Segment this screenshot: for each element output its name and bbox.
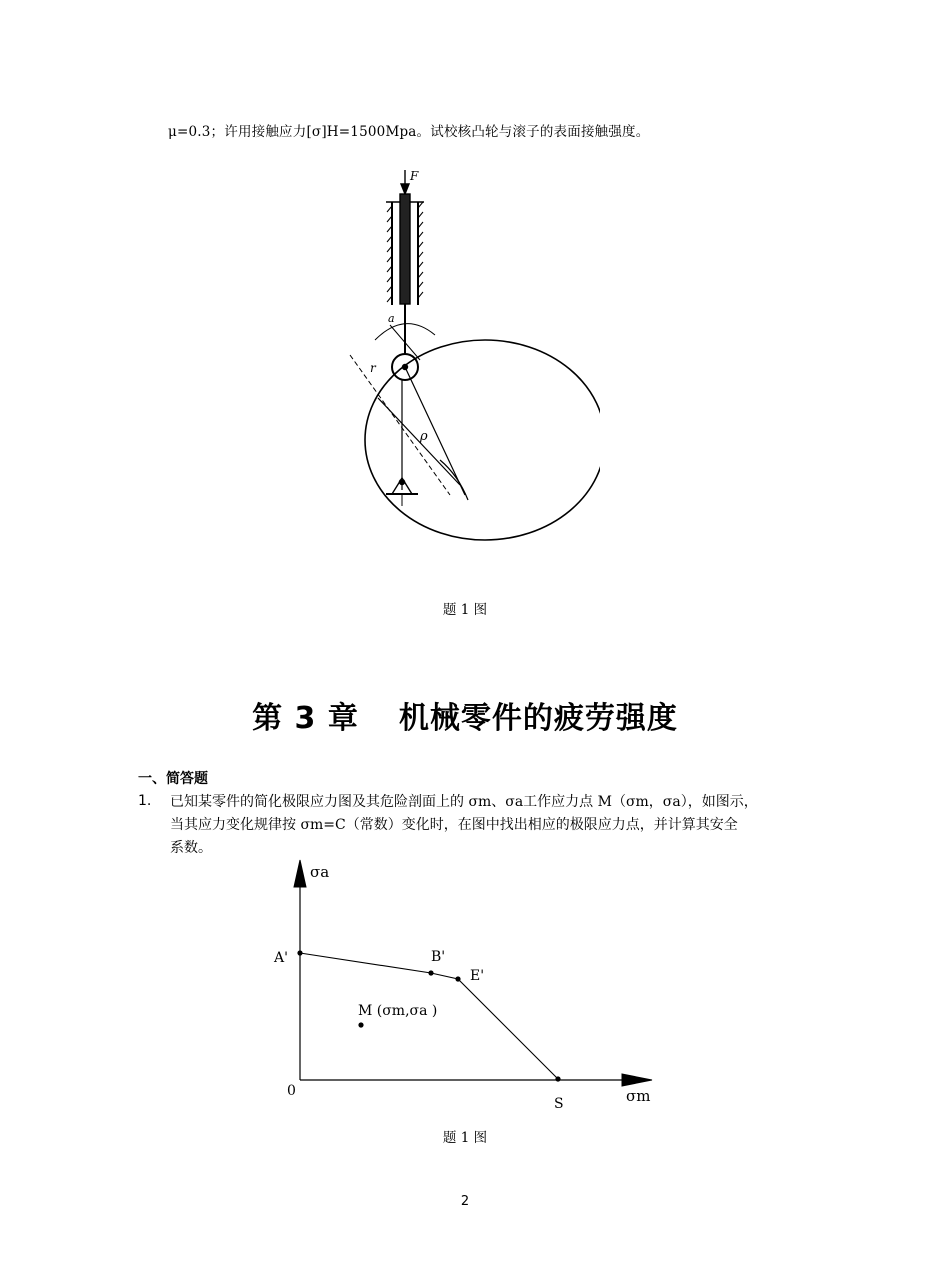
x-axis-label: σm [626, 1087, 651, 1105]
force-label: F [410, 169, 419, 183]
figure2-caption: 题 1 图 [442, 1130, 488, 1146]
radius-label: r [370, 361, 376, 375]
point-a-marker [297, 950, 302, 955]
question-number: 1. [138, 793, 152, 809]
origin-label: 0 [287, 1083, 296, 1099]
point-e-marker [455, 976, 460, 981]
page-number: 2 [460, 1194, 470, 1209]
y-axis-arrow-icon [294, 860, 306, 887]
point-b-marker [428, 970, 433, 975]
x-axis-arrow-icon [622, 1074, 652, 1086]
intro-text: μ=0.3；许用接触应力[σ]H=1500Mpa。试校核凸轮与滚子的表面接触强度。 [168, 124, 650, 140]
question-line-2: 当其应力变化规律按 σm=C（常数）变化时，在图中找出相应的极限应力点，并计算其安全 [170, 817, 738, 833]
point-b-label: B' [431, 949, 446, 965]
figure1-caption: 题 1 图 [442, 602, 488, 618]
chapter-title [0, 693, 930, 737]
chapter-name: 机械零件的疲劳强度 [398, 701, 678, 736]
point-e-label: E' [470, 968, 485, 984]
point-m-label: M (σm,σa ) [358, 1003, 438, 1019]
angle-label: a [388, 312, 395, 325]
y-axis-label: σa [310, 863, 330, 881]
question-line-1: 已知某零件的简化极限应力图及其危险剖面上的 σm、σa工作应力点 M（σm，σa），如图示， [170, 794, 758, 810]
section-heading: 一、简答题 [138, 771, 208, 787]
chapter-number: 第 3 章 [252, 701, 359, 736]
cam-follower-figure [330, 160, 600, 570]
limit-stress-diagram [260, 855, 670, 1115]
point-s-label: S [554, 1096, 564, 1112]
question-line-3: 系数。 [170, 840, 212, 856]
force-arrow-icon [401, 184, 409, 194]
rho-label: ρ [420, 429, 428, 444]
point-m-marker [358, 1022, 363, 1027]
point-a-label: A' [274, 950, 288, 966]
point-s-marker [555, 1076, 560, 1081]
cam-profile [365, 340, 600, 540]
